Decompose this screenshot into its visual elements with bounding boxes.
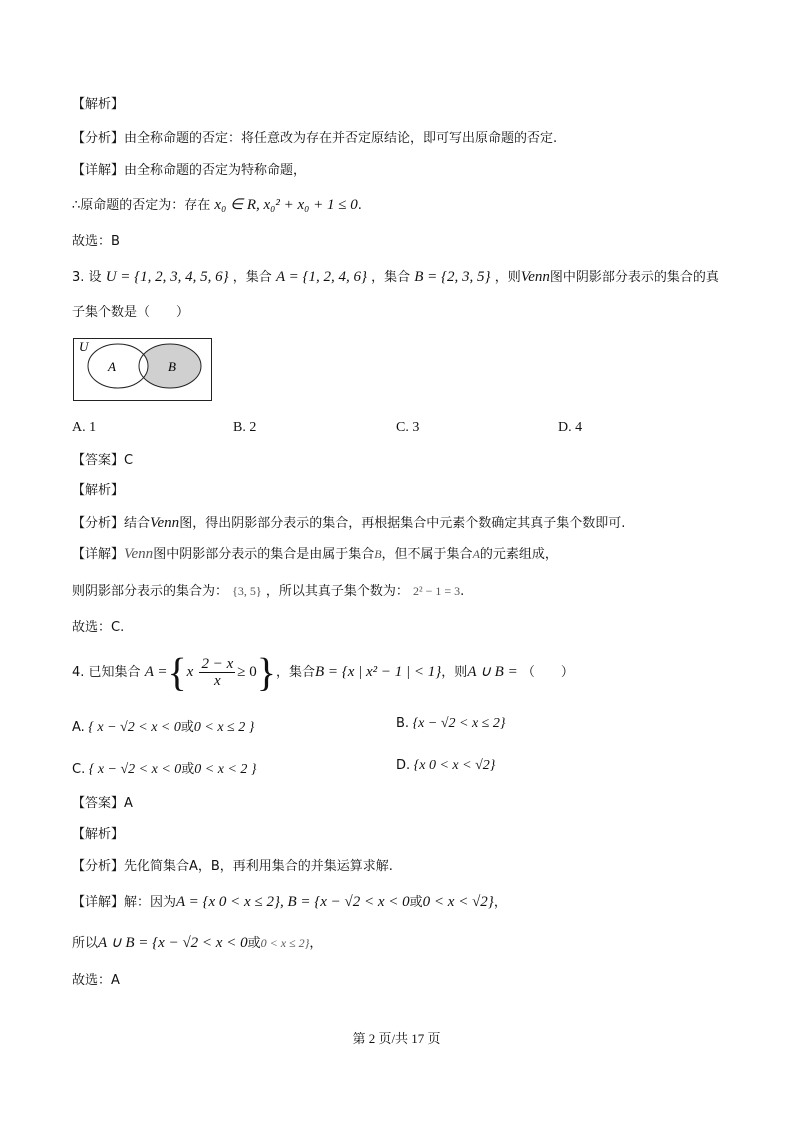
option-c-part2: 0 < x < 2 } xyxy=(194,762,257,777)
venn-word: Venn xyxy=(124,546,154,562)
conclusion-4-line xyxy=(72,934,322,953)
venn-diagram xyxy=(73,338,213,402)
q4-blank: （ ） xyxy=(521,665,574,680)
detail-4-or: 或 xyxy=(409,895,423,910)
q3-label: 3. 设 xyxy=(72,270,102,285)
option-a-part1: { x − √2 < x < 0 xyxy=(88,720,181,735)
q3-text: ，集合 xyxy=(232,270,272,285)
result-3-prefix: 则阴影部分表示的集合为： xyxy=(72,584,229,599)
detail-3-mid2: ，但不属于集合 xyxy=(381,547,473,562)
q3-option-d: D. 4 xyxy=(558,420,583,435)
page-footer: 第 2 页/共 17 页 xyxy=(352,1031,441,1046)
detail-3-end: 的元素组成， xyxy=(479,547,558,562)
set-b: B = {2, 3, 5} xyxy=(414,269,491,285)
option-label: C. xyxy=(72,762,86,777)
analysis-heading: 【解析】 xyxy=(72,483,125,498)
venn-word: Venn xyxy=(520,269,550,285)
conclusion-math2: 0 < x ≤ 2} xyxy=(260,936,310,950)
set-a-var: x xyxy=(186,664,194,680)
result-3-line: 则阴影部分表示的集合为： {3, 5} ，所以其真子集个数为： 2² − 1 = 3. xyxy=(72,584,465,599)
detail-4-line xyxy=(72,893,507,912)
venn-word: Venn xyxy=(150,515,180,531)
q4-option-c xyxy=(72,758,257,778)
answer-c: 【答案】C xyxy=(72,453,134,468)
set-3-5: {3, 5} xyxy=(232,584,262,598)
label-a: A xyxy=(108,359,116,374)
set-b-def: B = {x | x² − 1 | < 1} xyxy=(314,664,442,680)
q4-option-d xyxy=(396,758,495,774)
set-a-relation: ≥ 0 xyxy=(237,664,257,680)
analysis-text: 【分析】由全称命题的否定：将任意改为存在并否定原结论，即可写出原命题的否定. xyxy=(72,131,558,146)
question-4-line: 4. 已知集合 A ={x $\frac{2 - x}{x}$ ≥ 0}，集合B = {x | x² − 1 | < 1}，则A ∪ B = （ ） xyxy=(72,649,574,695)
result-3-mid: ，所以其真子集个数为： xyxy=(265,584,409,599)
option-a-or: 或 xyxy=(180,720,194,735)
detail-4-prefix: 【详解】解：因为 xyxy=(72,895,177,910)
analysis-3-prefix: 【分析】结合 xyxy=(72,516,151,531)
option-label: A. xyxy=(72,720,85,735)
q4-text: ，则 xyxy=(441,665,468,680)
negation-line: ∴原命题的否定为：存在 x₀ ∈ R, x₀² + x₀ + 1 ≤ 0. xyxy=(72,197,362,213)
q3-option-a: A. 1 xyxy=(72,420,97,435)
q3-text: ，集合 xyxy=(371,270,411,285)
q4-text: ，集合 xyxy=(275,665,315,680)
set-a-fraction xyxy=(199,656,235,689)
analysis-4-text: 【分析】先化简集合A，B，再利用集合的并集运算求解. xyxy=(72,859,393,874)
detail-3-text xyxy=(72,545,558,564)
analysis-heading: 【解析】 xyxy=(72,827,125,842)
option-label: B. xyxy=(396,716,410,731)
detail-3-prefix: 【详解】 xyxy=(72,547,125,562)
set-a-lhs: A = xyxy=(144,664,168,680)
set-a: A = {1, 2, 4, 6} xyxy=(275,269,367,285)
q4-option-a xyxy=(72,716,254,736)
option-a-part2: 0 < x ≤ 2 } xyxy=(193,720,255,735)
detail-text: 【详解】由全称命题的否定为特称命题， xyxy=(72,163,307,178)
fraction-denominator: x xyxy=(214,673,221,689)
union-expr: A ∪ B = xyxy=(467,664,518,680)
conclusion-math1: A ∪ B = {x − √2 < x < 0 xyxy=(98,935,248,951)
conclusion-end: ， xyxy=(309,936,323,951)
option-c-or: 或 xyxy=(181,762,195,777)
analysis-heading: 【解析】 xyxy=(72,97,125,112)
negation-formula: x₀ ∈ R, x₀² + x₀ + 1 ≤ 0 xyxy=(214,197,358,213)
conclusion-or: 或 xyxy=(247,936,261,951)
analysis-3-text xyxy=(72,514,625,533)
negation-prefix: ∴原命题的否定为：存在 xyxy=(72,198,211,213)
q4-option-b xyxy=(396,716,505,732)
option-b-set: {x − √2 < x ≤ 2} xyxy=(412,716,506,731)
option-c-part1: { x − √2 < x < 0 xyxy=(88,762,182,777)
option-d-set: {x 0 < x < √2} xyxy=(413,758,496,773)
q3-text: ，则 xyxy=(494,270,521,285)
q3-option-c: C. 3 xyxy=(396,420,420,435)
label-u: U xyxy=(79,339,89,354)
question-3-line-2: 子集个数是（ ） xyxy=(72,305,190,320)
q3-text: 图中阴影部分表示的集合的真 xyxy=(549,270,719,285)
q3-option-b: B. 2 xyxy=(233,420,257,435)
label-b: B xyxy=(168,359,176,374)
answer-choice-b: 故选：B xyxy=(72,234,120,249)
answer-choice-a: 故选：A xyxy=(72,973,120,988)
answer-a: 【答案】A xyxy=(72,796,133,811)
detail-4-math2: 0 < x < √2} xyxy=(422,894,494,910)
detail-4-end: ， xyxy=(493,895,507,910)
q4-label: 4. 已知集合 xyxy=(72,665,141,680)
analysis-3-rest: 图，得出阴影部分表示的集合，再根据集合中元素个数确定其真子集个数即可. xyxy=(179,516,626,531)
question-3-line-1 xyxy=(72,268,719,287)
conclusion-prefix: 所以 xyxy=(72,936,99,951)
set-b-symbol: B xyxy=(374,547,382,561)
detail-3-mid: 图中阴影部分表示的集合是由属于集合 xyxy=(153,547,375,562)
detail-4-math1: A = {x 0 < x ≤ 2}, B = {x − √2 < x < 0 xyxy=(176,894,410,910)
fraction-numerator: 2 − x xyxy=(201,656,234,672)
subset-count-calc: 2² − 1 = 3 xyxy=(412,584,461,598)
set-a-symbol: A xyxy=(472,547,480,561)
set-u: U = {1, 2, 3, 4, 5, 6} xyxy=(105,269,229,285)
option-label: D. xyxy=(396,758,411,773)
answer-choice-c: 故选：C. xyxy=(72,620,125,635)
